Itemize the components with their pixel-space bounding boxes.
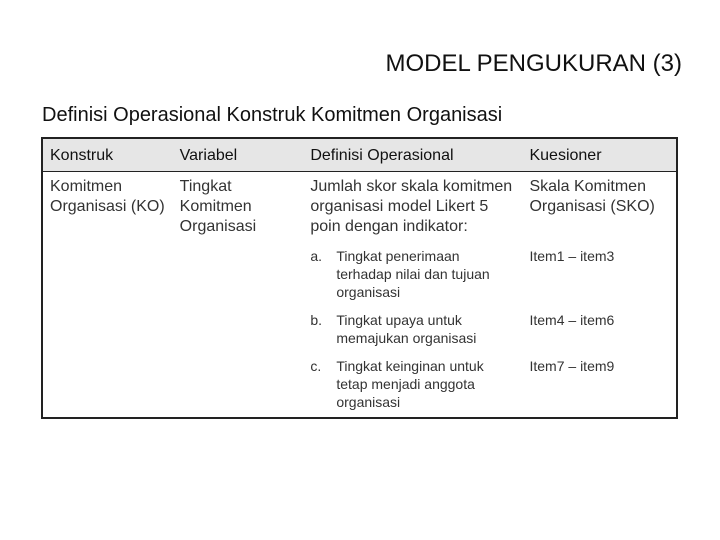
table-header-row: [42, 138, 677, 172]
indicator-cell: [303, 353, 522, 418]
slide-subtitle: Definisi Operasional Konstruk Komitmen Organisasi: [42, 104, 503, 126]
header-kuesioner: Kuesioner: [522, 138, 677, 172]
table-row: [42, 172, 677, 244]
konstruk-cell: Komitmen Organisasi (KO): [50, 178, 165, 215]
indicator-text: Tingkat penerimaan terhadap nilai dan tujuan organisasi: [336, 248, 490, 300]
indicator-text: Tingkat upaya untuk memajukan organisasi: [336, 312, 477, 346]
item-range-cell: Item1 – item3: [529, 248, 615, 264]
item-range-cell: Item4 – item6: [529, 312, 615, 328]
header-konstruk: Konstruk: [42, 138, 173, 172]
slide-title: MODEL PENGUKURAN (3): [385, 50, 682, 77]
kuesioner-cell: Skala Komitmen Organisasi (SKO): [529, 178, 655, 215]
header-variabel: Variabel: [173, 138, 304, 172]
indicator-letter: c.: [310, 358, 322, 374]
indicator-cell: [303, 243, 522, 307]
indicator-letter: b.: [310, 312, 323, 328]
indicator-letter: a.: [310, 248, 323, 264]
header-definisi: Definisi Operasional: [303, 138, 522, 172]
definisi-cell: Jumlah skor skala komitmen organisasi model Likert 5 poin dengan indikator:: [310, 178, 513, 235]
item-range-cell: Item7 – item9: [529, 358, 615, 374]
variabel-cell: Tingkat Komitmen Organisasi: [179, 178, 257, 235]
indicator-cell: [303, 307, 522, 353]
definition-table: [41, 137, 678, 419]
indicator-text: Tingkat keinginan untuk tetap menjadi anggota organisasi: [336, 358, 484, 410]
